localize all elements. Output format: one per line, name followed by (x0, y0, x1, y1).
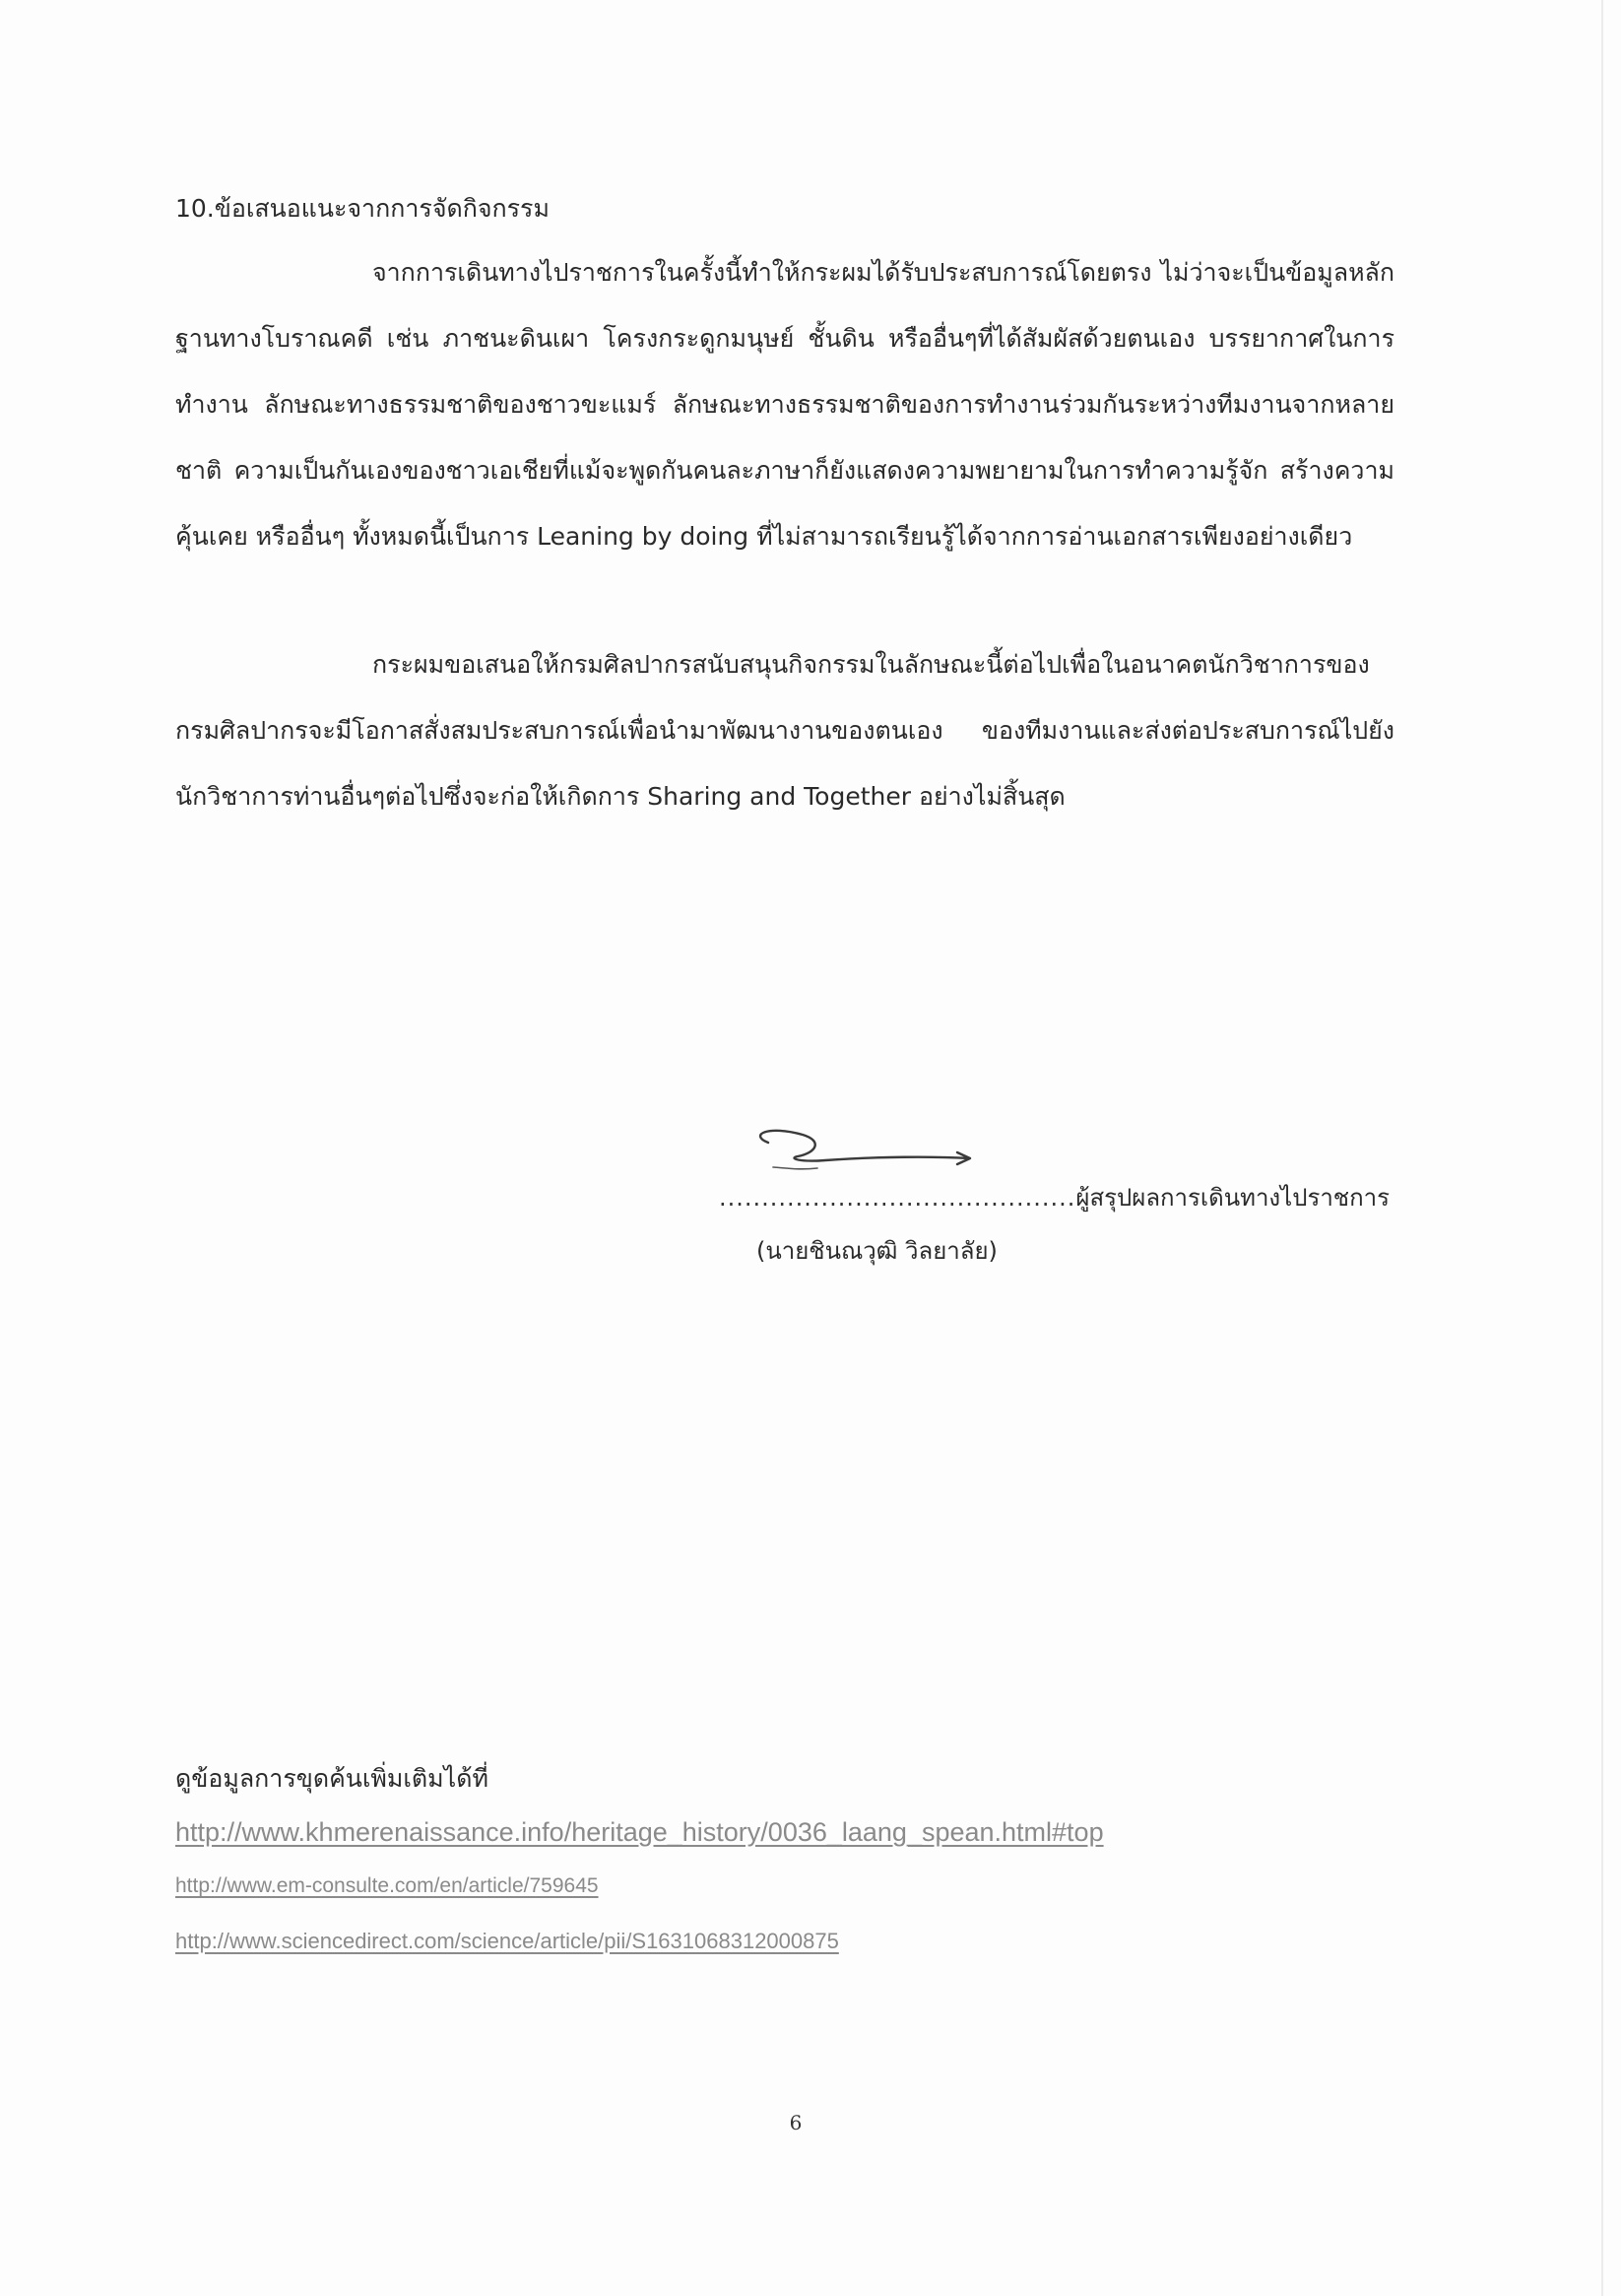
page-number: 6 (789, 2111, 803, 2134)
signature-block (709, 1113, 1398, 1290)
paragraph-1-text: จากการเดินทางไปราชการในครั้งนี้ทำให้กระผมได้รับประสบการณ์โดยตรง ไม่ว่าจะเป็นข้อมูลหลักฐานทางโบราณคดี เช่น ภาชนะดินเผา โครงกระดูกมนุษย์ ชั้นดิน หรืออื่นๆที่ได้สัมผัสด้วยตนเอง บรรยากาศในการทำงาน ลักษณะทางธรรมชาติของชาวขะแมร์ ลักษณะทางธรรมชาติของการทำงานร่วมกันระหว่างทีมงานจากหลายชาติ ความเป็นกันเองของชาวเอเชียที่แม้จะพูดกันคนละภาษาก็ยังแสดงความพยายามในการทำความรู้จัก สร้างความคุ้นเคย หรืออื่นๆ ทั้งหมดนี้เป็นการ Leaning by doing ที่ไม่สามารถเรียนรู้ได้จากการอ่านเอกสารเพียงอย่างเดียว (175, 258, 1394, 551)
signature-dots: .......................................... (719, 1184, 1076, 1212)
paragraph-experience (175, 239, 1394, 569)
signer-name: (นายชินณวุฒิ วิลยาลัย) (756, 1237, 998, 1265)
references-title: ดูข้อมูลการขุดค้นเพิ่มเติมได้ที่ (175, 1764, 488, 1793)
paragraph-recommendation (175, 631, 1394, 829)
section-heading: 10.ข้อเสนอแนะจากการจัดกิจกรรม (175, 194, 550, 223)
reference-link-em-consulte[interactable]: http://www.em-consulte.com/en/article/759645 (175, 1874, 599, 1897)
reference-link-khmerenaissance[interactable]: http://www.khmerenaissance.info/heritage_history/0036_laang_spean.html#top (175, 1817, 1104, 1847)
signature-role: ผู้สรุปผลการเดินทางไปราชการ (1075, 1184, 1390, 1212)
signature-line (719, 1178, 1390, 1217)
reference-link-sciencedirect[interactable]: http://www.sciencedirect.com/science/article/pii/S1631068312000875 (175, 1929, 839, 1953)
paragraph-2-text: กระผมขอเสนอให้กรมศิลปากรสนับสนุนกิจกรรมในลักษณะนี้ต่อไปเพื่อในอนาคตนักวิชาการของกรมศิลปากรจะมีโอกาสสั่งสมประสบการณ์เพื่อนำมาพัฒนางานของตนเอง ของทีมงานและส่งต่อประสบการณ์ไปยังนักวิชาการท่านอื่นๆต่อไปซึ่งจะก่อให้เกิดการ Sharing and Together อย่างไม่สิ้นสุด (175, 650, 1394, 811)
references-section (175, 1759, 1396, 1958)
page-edge (1601, 0, 1603, 2296)
